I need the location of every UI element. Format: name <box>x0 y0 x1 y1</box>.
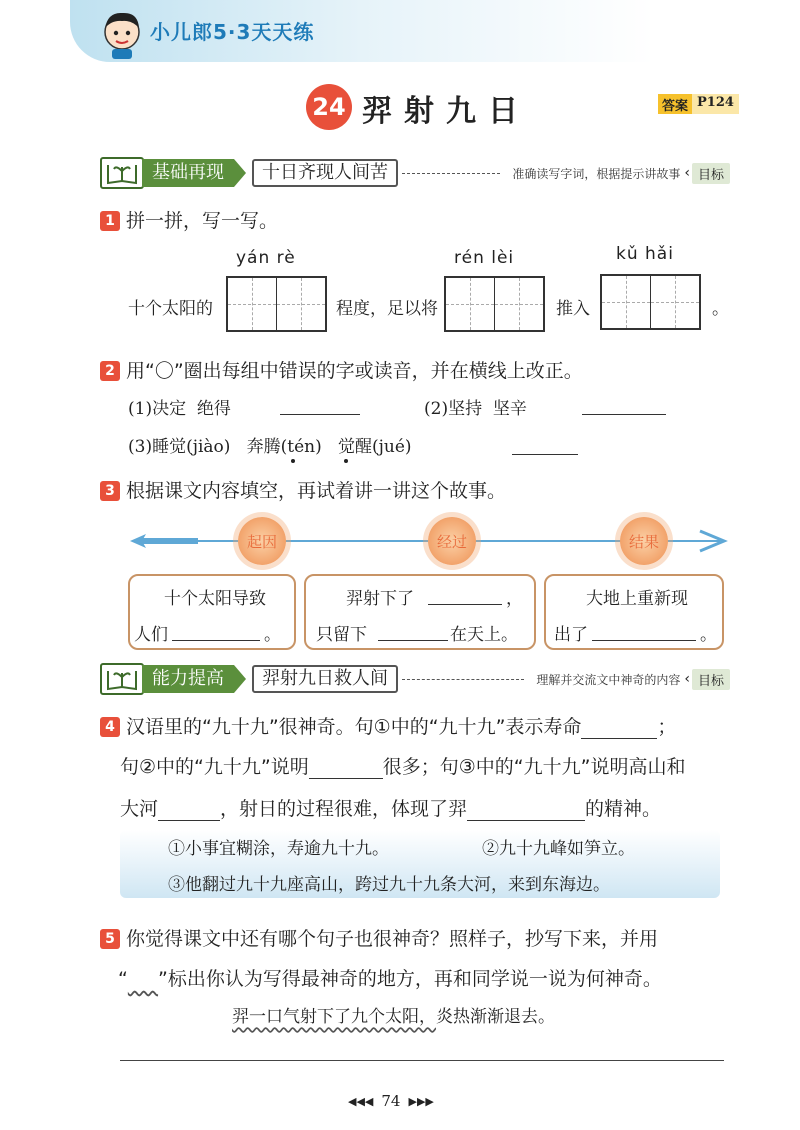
answer-blank[interactable] <box>582 392 666 415</box>
lesson-number-badge: 24 <box>306 84 352 130</box>
stage-result: 结果 <box>620 517 668 565</box>
result-box <box>544 574 724 650</box>
section-goal: 准确读写字词，根据提示讲故事 <box>512 166 681 181</box>
answer-blank[interactable] <box>581 718 657 739</box>
question-number: 2 <box>100 361 120 381</box>
question-text: 很多；句③中的“九十九”说明高山和 <box>382 756 686 778</box>
question-5 <box>100 924 658 951</box>
example-sentence <box>232 1002 555 1027</box>
box-text: ， <box>506 589 523 609</box>
box-text: 羿射下了 <box>346 589 414 609</box>
box-text: 在天上。 <box>450 625 518 645</box>
item-label: (1)决定 <box>128 399 187 419</box>
answer-blank[interactable] <box>309 758 383 779</box>
answer-blank[interactable] <box>280 392 360 415</box>
answer-blank[interactable] <box>428 584 502 605</box>
writing-grid-3[interactable] <box>600 274 701 330</box>
question-3 <box>100 476 506 503</box>
question-text: ，射日的过程很难，体现了羿 <box>220 798 468 820</box>
question-text: “ <box>118 968 128 990</box>
q1-text-part: 。 <box>712 299 729 319</box>
item-word: (3)睡觉(jiào) <box>128 437 231 457</box>
question-number: 5 <box>100 929 120 949</box>
question-text: 你觉得课文中还有哪个句子也很神奇？照样子，抄写下来，并用 <box>126 928 659 950</box>
cause-box <box>128 574 296 650</box>
writing-grid-1[interactable] <box>226 276 327 332</box>
box-text: 大地上重新现 <box>586 589 688 609</box>
page-number: 74 <box>381 1092 401 1110</box>
question-text: 的精神。 <box>585 798 662 820</box>
question-text: 句②中的“九十九”说明 <box>120 756 309 778</box>
answer-page: P124 <box>692 94 739 114</box>
question-text: ； <box>657 716 677 738</box>
answer-blank[interactable] <box>378 620 448 641</box>
question-text: 大河 <box>120 798 159 820</box>
goal-tag: 目标 <box>692 669 730 690</box>
question-number: 3 <box>100 481 120 501</box>
section-subtitle: 羿射九日救人间 <box>252 665 398 693</box>
question-4 <box>100 712 676 739</box>
sentence-2: ②九十九峰如笋立。 <box>482 839 635 859</box>
sentence-1: ①小事宜糊涂，寿逾九十九。 <box>168 839 389 859</box>
question-1 <box>100 206 278 233</box>
question-text: 用“〇”圈出每组中错误的字或读音，并在横线上改正。 <box>126 360 583 382</box>
question-5-line-2 <box>118 964 662 991</box>
brand-title: 小儿郎5·3天天练 <box>150 20 315 44</box>
book-sprout-icon <box>100 157 144 189</box>
section-label: 基础再现 <box>142 159 234 187</box>
item-word: 绝得 <box>196 399 231 419</box>
question-text: 拼一拼，写一写。 <box>126 210 279 232</box>
section-arrow-icon <box>234 665 246 693</box>
stage-process: 经过 <box>428 517 476 565</box>
answer-line[interactable] <box>120 1060 724 1061</box>
section-arrow-icon <box>234 159 246 187</box>
wavy-mark-sample <box>128 968 158 990</box>
divider <box>402 678 524 680</box>
section-subtitle: 十日齐现人间苦 <box>252 159 398 187</box>
mascot-icon <box>98 8 146 60</box>
question-4-line-3 <box>120 794 661 821</box>
book-sprout-icon <box>100 663 144 695</box>
question-2 <box>100 356 583 383</box>
answer-label: 答案 <box>658 94 692 114</box>
item-word: 腾(tén) <box>264 432 322 457</box>
answer-blank[interactable] <box>158 800 220 821</box>
item-word: 醒(jué) <box>354 437 412 457</box>
box-text: 。 <box>264 625 281 645</box>
item-word: 觉 <box>338 432 355 457</box>
goal-tag: 目标 <box>692 163 730 184</box>
example-marked-text: 羿一口气射下了九个太阳， <box>232 1007 436 1027</box>
answer-blank[interactable] <box>172 620 260 641</box>
q2-item-2 <box>424 394 527 419</box>
pinyin-yanre: yán rè <box>236 248 296 268</box>
pinyin-kuhai: kǔ hǎi <box>616 244 674 264</box>
example-text: 炎热渐渐退去。 <box>436 1007 555 1027</box>
stage-cause: 起因 <box>238 517 286 565</box>
answer-blank[interactable] <box>467 800 585 821</box>
sentence-3: ③他翻过九十九座高山，跨过九十九条大河，来到东海边。 <box>168 875 610 895</box>
lesson-title: 羿射九日 <box>362 94 530 129</box>
item-label: (2)坚持 <box>424 399 483 419</box>
question-text: ”标出你认为写得最神奇的地方，再和同学说一说为何神奇。 <box>158 968 662 990</box>
question-4-line-2 <box>120 752 685 779</box>
question-text: 汉语里的“九十九”很神奇。句①中的“九十九”表示寿命 <box>126 716 582 738</box>
chevron-left-icon: ‹ <box>684 671 690 687</box>
item-word: 奔 <box>246 437 264 457</box>
section-bar-basic <box>100 158 730 188</box>
box-text: 人们 <box>134 625 168 645</box>
item-word: 坚辛 <box>492 399 527 419</box>
box-text: 。 <box>700 625 717 645</box>
chevron-left-icon: ‹ <box>684 165 690 181</box>
process-box <box>304 574 536 650</box>
q1-text-part: 十个太阳的 <box>128 299 213 319</box>
answer-blank[interactable] <box>592 620 696 641</box>
right-arrows-icon: ▶▶▶ <box>408 1094 434 1108</box>
q1-text-part: 推入 <box>556 299 590 319</box>
box-text: 十个太阳导致 <box>164 589 266 609</box>
answer-reference <box>658 94 739 114</box>
q2-item-3 <box>128 432 412 457</box>
q1-text-part: 程度，足以将 <box>336 299 438 319</box>
left-arrows-icon: ◀◀◀ <box>348 1094 374 1108</box>
pinyin-renlei: rén lèi <box>454 248 515 268</box>
page-footer <box>348 1092 434 1110</box>
section-goal: 理解并交流文中神奇的内容 <box>536 672 681 687</box>
box-text: 出了 <box>554 625 588 645</box>
divider <box>402 172 500 174</box>
question-number: 1 <box>100 211 120 231</box>
section-label: 能力提高 <box>142 665 234 693</box>
answer-blank[interactable] <box>512 432 578 455</box>
question-number: 4 <box>100 717 120 737</box>
box-text: 只留下 <box>316 625 367 645</box>
q2-item-1 <box>128 394 231 419</box>
question-text: 根据课文内容填空，再试着讲一讲这个故事。 <box>126 480 507 502</box>
section-bar-advanced <box>100 664 730 694</box>
writing-grid-2[interactable] <box>444 276 545 332</box>
